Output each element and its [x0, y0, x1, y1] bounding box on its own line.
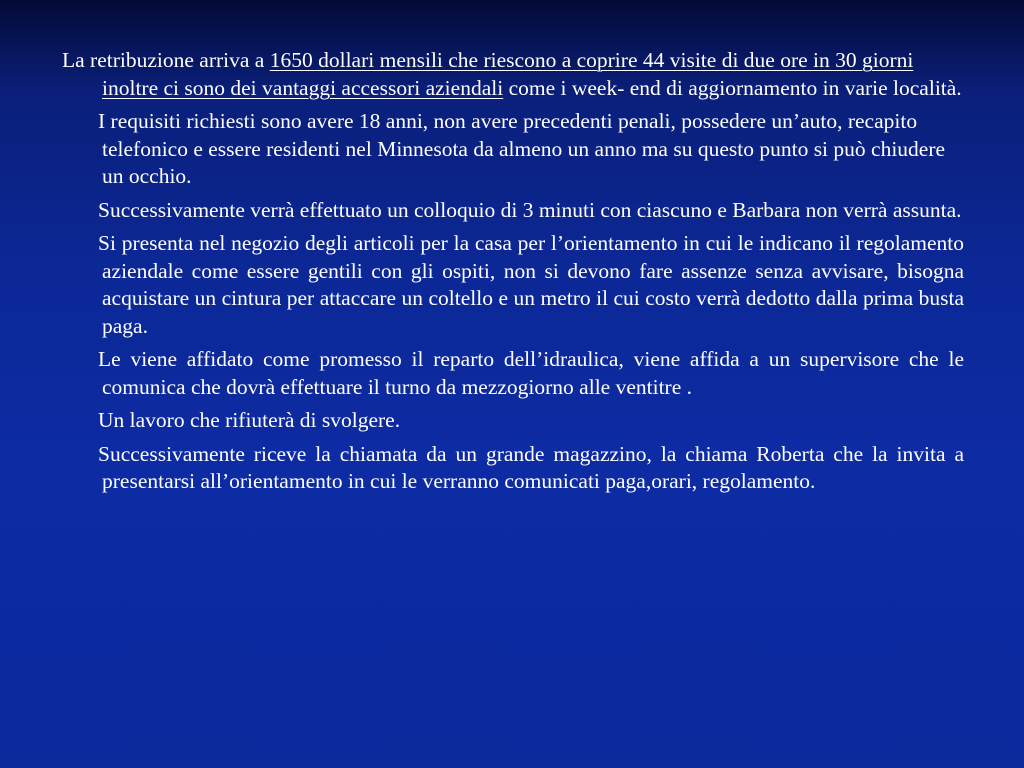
paragraph-requisiti: I requisiti richiesti sono avere 18 anni, non avere precedenti penali, possedere un’auto, recapito telefonico e essere residenti nel Minnesota da almeno un anno ma su questo punto si può chiudere un occhio. — [98, 109, 946, 188]
paragraph-magazzino: Successivamente riceve la chiamata da un grande magazzino, la chiama Roberta che la invita a presentarsi all’orientamento in cui le verranno comunicati paga,orari, regolamento. — [98, 441, 964, 493]
paragraph-colloquio: Successivamente verrà effettuato un colloquio di 3 minuti con ciascuno e Barbara non verrà assunta. — [98, 197, 962, 222]
paragraph-retribuzione — [62, 47, 964, 102]
paragraph-rifiuto: Un lavoro che rifiuterà di svolgere. — [98, 408, 401, 432]
slide-body — [62, 47, 964, 502]
paragraph-retribuzione-prefix: La retribuzione arriva a — [62, 48, 270, 72]
paragraph-idraulica: Le viene affidato come promesso il reparto dell’idraulica, viene affida a un supervisore che le comunica che dovrà effettuare il turno da mezzogiorno alle ventitre . — [98, 347, 964, 399]
paragraph-negozio: Si presenta nel negozio degli articoli per la casa per l’orientamento in cui le indicano il regolamento aziendale come essere gentili con gli ospiti, non si devono fare assenze senza avvisare, bisogna acquistare un cintura per attaccare un coltello e un metro il cui costo verrà dedotto dalla prima busta paga. — [98, 231, 964, 338]
paragraph-retribuzione-underlined: 1650 dollari mensili che riescono a coprire 44 visite di due ore in 30 giorni inoltre ci sono dei vantaggi accessori aziendali — [102, 48, 914, 100]
paragraph-retribuzione-suffix: come i week- end di aggiornamento in varie località. — [503, 75, 962, 100]
